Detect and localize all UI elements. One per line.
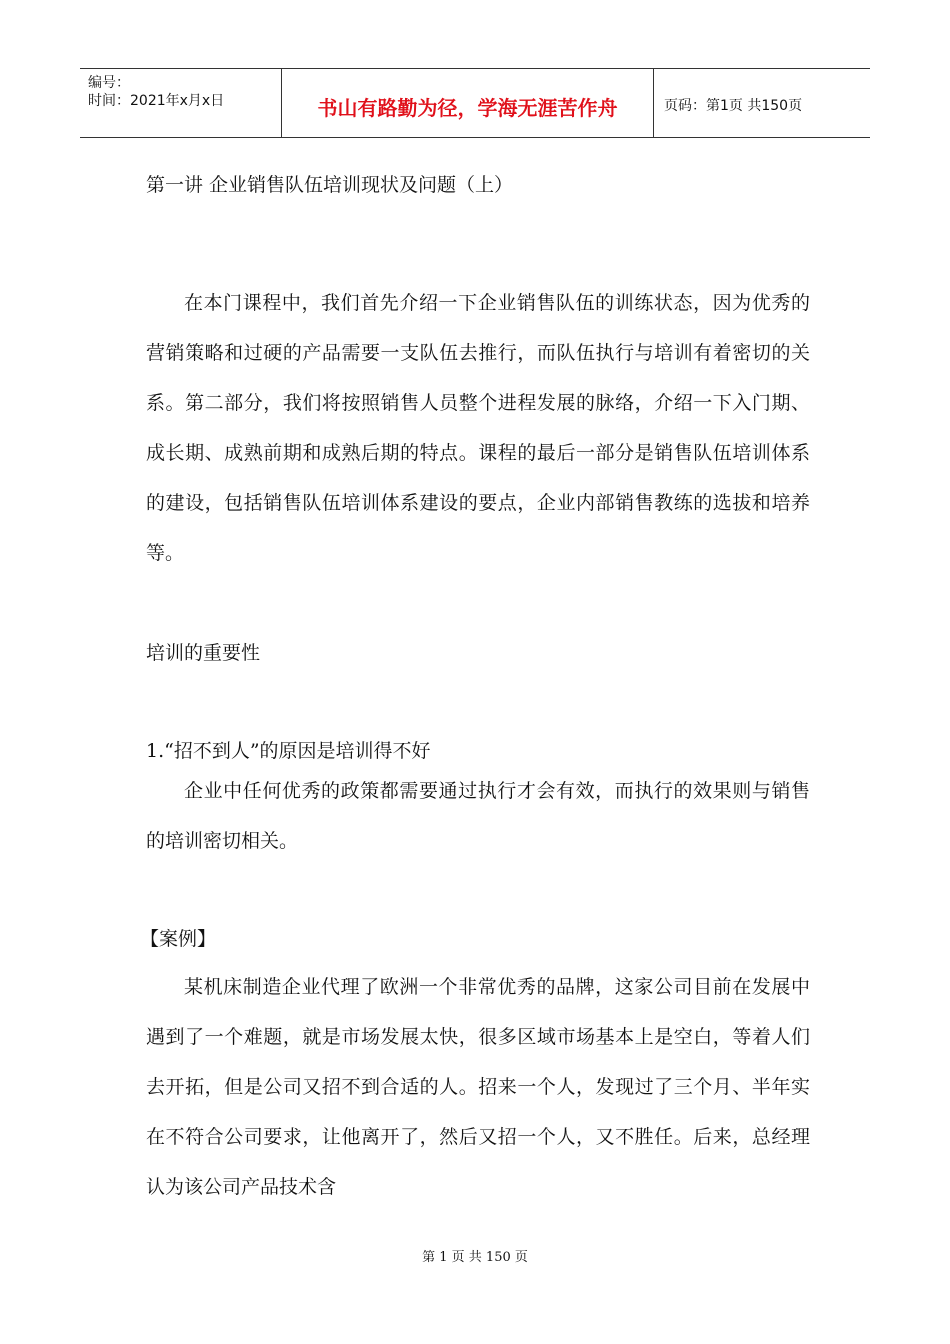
header-meta-cell <box>80 69 282 137</box>
page-footer: 第 1 页 共 150 页 <box>422 1250 528 1265</box>
document-time-label: 时间：2021年x月x日 <box>88 93 225 109</box>
intro-paragraph: 在本门课程中，我们首先介绍一下企业销售队伍的训练状态，因为优秀的营销策略和过硬的产品需要一支队伍去推行，而队伍执行与培训有着密切的关系。第二部分，我们将按照销售人员整个进程发展的脉络，介绍一下入门期、成长期、成熟前期和成熟后期的特点。课程的最后一部分是销售队伍培训体系的建设，包括销售队伍培训体系建设的要点，企业内部销售教练的选拔和培养等。 <box>146 292 810 564</box>
lecture-title: 第一讲 企业销售队伍培训现状及问题（上） <box>146 174 514 196</box>
point-heading: 1.“招不到人”的原因是培训得不好 <box>146 740 431 762</box>
document-body <box>140 168 810 1212</box>
point-paragraph: 企业中任何优秀的政策都需要通过执行才会有效，而执行的效果则与销售的培训密切相关。 <box>146 780 810 852</box>
header-motto-cell <box>282 69 654 137</box>
document-number-label: 编号： <box>88 75 130 91</box>
case-label: 【案例】 <box>140 928 217 950</box>
header-page-cell <box>654 69 870 137</box>
document-header <box>80 68 870 138</box>
case-paragraph: 某机床制造企业代理了欧洲一个非常优秀的品牌，这家公司目前在发展中遇到了一个难题，就是市场发展太快，很多区域市场基本上是空白，等着人们去开拓，但是公司又招不到合适的人。招来一个人，发现过了三个月、半年实在不符合公司要求，让他离开了，然后又招一个人，又不胜任。后来，总经理认为该公司产品技术含 <box>146 976 810 1198</box>
section-heading: 培训的重要性 <box>146 642 261 664</box>
header-page-label: 页码：第1页 共150页 <box>664 98 803 114</box>
header-motto: 书山有路勤为径，学海无涯苦作舟 <box>317 95 618 120</box>
